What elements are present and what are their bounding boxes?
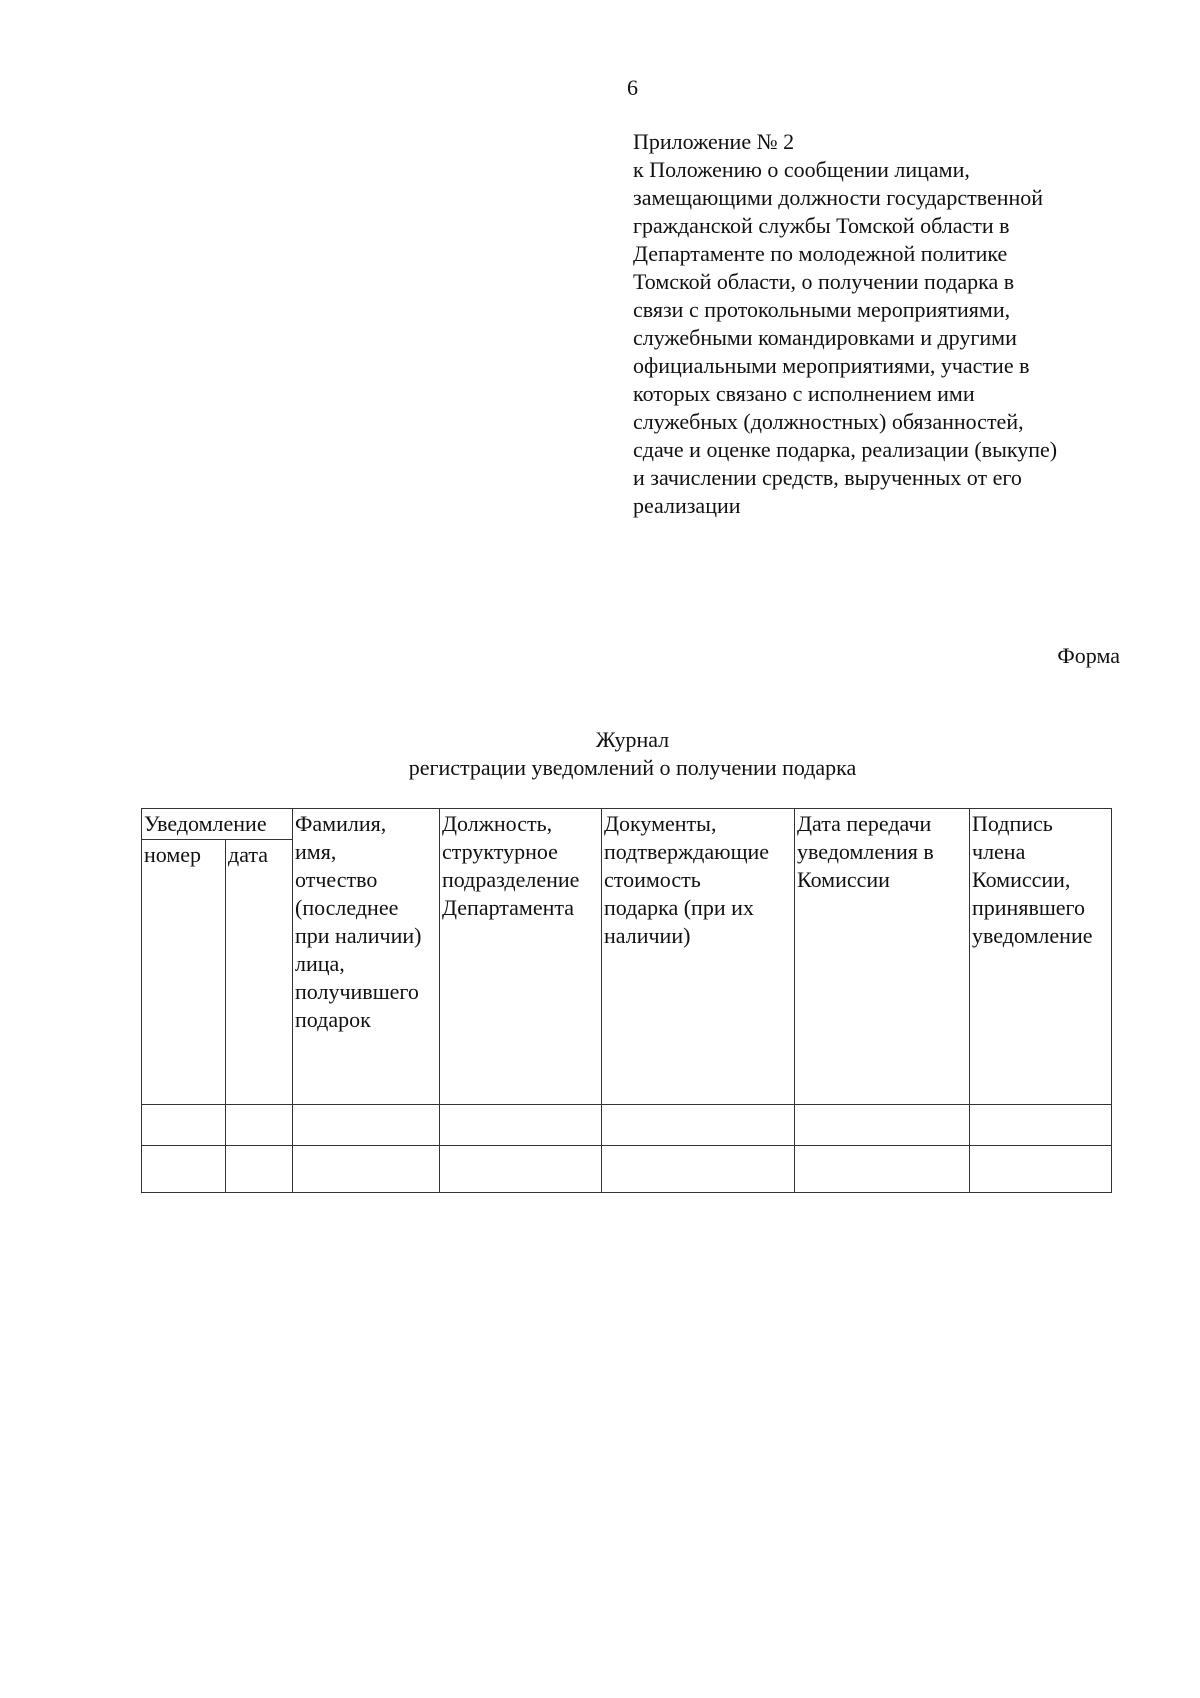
header-line: Подпись (972, 811, 1053, 836)
header-line: (последнее (295, 895, 399, 920)
header-line: подразделение (442, 867, 580, 892)
table-cell[interactable] (970, 1146, 1112, 1193)
header-line: стоимость (604, 867, 701, 892)
table-cell[interactable] (440, 1146, 602, 1193)
header-line: Документы, (604, 811, 717, 836)
header-number: номер (142, 840, 226, 1105)
appendix-line: Томской области, о получении подарка в (633, 269, 1015, 294)
appendix-line: и зачислении средств, вырученных от его (633, 465, 1022, 490)
appendix-line: служебными командировками и другими (633, 325, 1017, 350)
header-line: получившего (295, 979, 419, 1004)
table-cell[interactable] (293, 1105, 440, 1146)
journal-subtitle: регистрации уведомлений о получении подарка (408, 755, 857, 780)
table-cell[interactable] (795, 1105, 970, 1146)
header-line: Департамента (442, 895, 575, 920)
header-line: имя, (295, 839, 337, 864)
table-cell[interactable] (970, 1105, 1112, 1146)
header-line: члена (972, 839, 1026, 864)
table-cell[interactable] (226, 1105, 293, 1146)
header-line: Должность, (442, 811, 553, 836)
table-cell[interactable] (795, 1146, 970, 1193)
header-line: структурное (442, 839, 558, 864)
appendix-line: официальными мероприятиями, участие в (633, 353, 1030, 378)
journal-heading (0, 726, 1200, 782)
appendix-line: служебных (должностных) обязанностей, (633, 409, 1024, 434)
appendix-line: сдаче и оценке подарка, реализации (выкупе) (633, 437, 1058, 462)
header-line: принявшего (972, 895, 1086, 920)
header-notification: Уведомление (142, 809, 293, 840)
page-number: 6 (627, 75, 638, 100)
table-cell[interactable] (142, 1146, 226, 1193)
appendix-line: связи с протокольными мероприятиями, (633, 297, 1011, 322)
header-line: подтверждающие (604, 839, 770, 864)
appendix-line: замещающими должности государственной (633, 185, 1044, 210)
header-line: Фамилия, (295, 811, 387, 836)
header-position (440, 809, 602, 1105)
table-cell[interactable] (602, 1105, 795, 1146)
header-signature (970, 809, 1112, 1105)
header-line: подарок (295, 1007, 371, 1032)
appendix-line: Департаменте по молодежной политике (633, 241, 1008, 266)
header-line: Комиссии, (972, 867, 1071, 892)
table-cell[interactable] (440, 1105, 602, 1146)
header-line: отчество (295, 867, 378, 892)
header-line: подарка (при их (604, 895, 754, 920)
appendix-line: которых связано с исполнением ими (633, 381, 975, 406)
table-cell[interactable] (226, 1146, 293, 1193)
header-transfer-date (795, 809, 970, 1105)
appendix-line: гражданской службы Томской области в (633, 213, 1010, 238)
header-line: при наличии) (295, 923, 422, 948)
journal-title: Журнал (595, 727, 670, 752)
form-label: Форма (1057, 643, 1120, 668)
header-line: лица, (295, 951, 345, 976)
header-full-name (293, 809, 440, 1105)
table-cell[interactable] (142, 1105, 226, 1146)
appendix-line: Приложение № 2 (633, 129, 795, 154)
register-table (141, 808, 1112, 1193)
appendix-block (633, 128, 1153, 520)
table-row (142, 1105, 1112, 1146)
header-line: уведомления в (797, 839, 934, 864)
header-date: дата (226, 840, 293, 1105)
table-row (142, 1146, 1112, 1193)
header-line: Дата передачи (797, 811, 932, 836)
appendix-line: реализации (633, 493, 741, 518)
header-line: Комиссии (797, 867, 890, 892)
header-documents (602, 809, 795, 1105)
table-cell[interactable] (293, 1146, 440, 1193)
header-line: наличии) (604, 923, 691, 948)
header-row (142, 809, 1112, 840)
appendix-line: к Положению о сообщении лицами, (633, 157, 970, 182)
table-cell[interactable] (602, 1146, 795, 1193)
header-line: уведомление (972, 923, 1093, 948)
